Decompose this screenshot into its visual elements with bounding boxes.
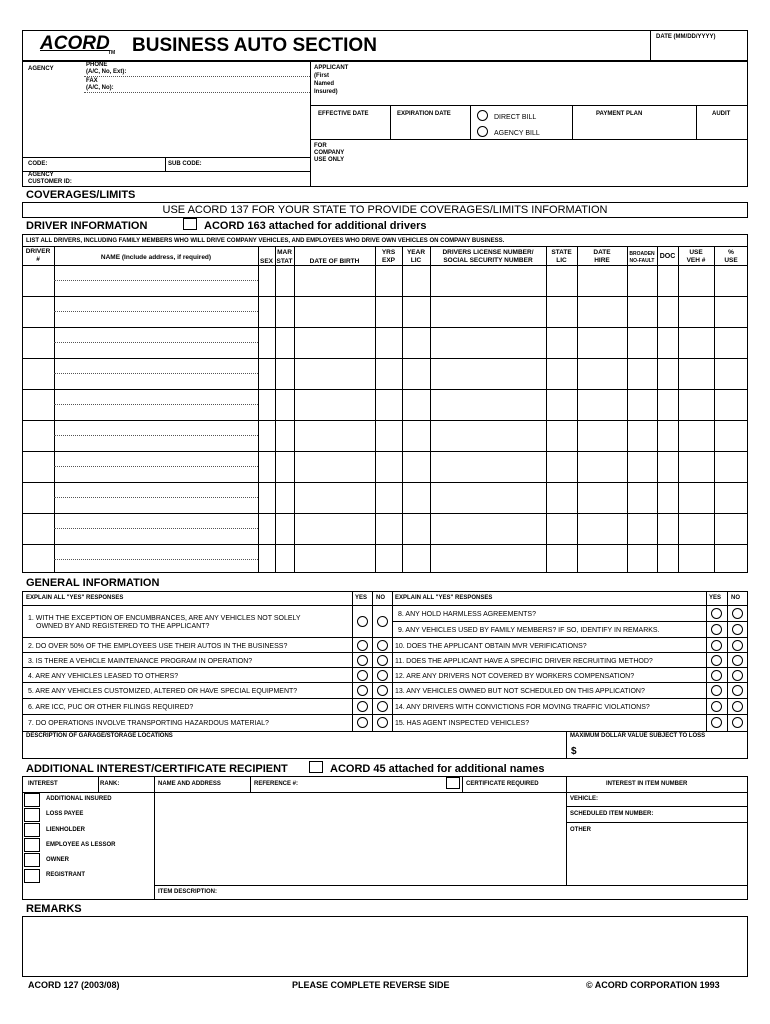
question-3: 3. IS THERE A VEHICLE MAINTENANCE PROGRAM IN OPERATION? xyxy=(28,658,253,665)
scheduled-item-label: SCHEDULED ITEM NUMBER: xyxy=(570,811,654,817)
q9-no-radio[interactable] xyxy=(732,624,743,635)
company-use-label-3: USE ONLY xyxy=(314,157,345,163)
vehicle-field[interactable] xyxy=(610,794,746,805)
col-dob: DATE OF BIRTH xyxy=(309,258,360,265)
garage-label: DESCRIPTION OF GARAGE/STORAGE LOCATIONS xyxy=(26,733,173,739)
col-dl-2: SOCIAL SECURITY NUMBER xyxy=(443,257,533,264)
driver-row[interactable] xyxy=(23,452,747,481)
certificate-required-label: CERTIFICATE REQUIRED xyxy=(466,781,539,787)
audit-field[interactable] xyxy=(698,120,746,137)
name-address-field[interactable] xyxy=(156,794,564,883)
q8-no-radio[interactable] xyxy=(732,608,743,619)
question-2: 2. DO OVER 50% OF THE EMPLOYEES USE THEIR AUTOS IN THE BUSINESS? xyxy=(28,643,288,650)
question-12: 12. ARE ANY DRIVERS NOT COVERED BY WORKERS COMPENSATION? xyxy=(395,673,635,680)
driver-row[interactable] xyxy=(23,483,747,512)
driver-row[interactable] xyxy=(23,390,747,419)
question-11: 11. DOES THE APPLICANT HAVE A SPECIFIC DRIVER RECRUITING METHOD? xyxy=(395,658,653,665)
payment-plan-label: PAYMENT PLAN xyxy=(596,111,643,117)
effective-date-field[interactable] xyxy=(312,120,388,137)
q7-no-radio[interactable] xyxy=(377,717,388,728)
applicant-label-4: Insured) xyxy=(314,89,338,95)
expiration-date-label: EXPIRATION DATE xyxy=(397,111,451,117)
col-sex: SEX xyxy=(259,258,273,265)
form-title: BUSINESS AUTO SECTION xyxy=(132,35,377,56)
q4-no-radio[interactable] xyxy=(377,670,388,681)
complete-reverse-note: PLEASE COMPLETE REVERSE SIDE xyxy=(292,980,450,990)
q2-no-radio[interactable] xyxy=(377,640,388,651)
remarks-title: REMARKS xyxy=(26,903,82,915)
garage-field[interactable] xyxy=(24,742,564,758)
q10-no-radio[interactable] xyxy=(732,640,743,651)
col-dl-1: DRIVERS LICENSE NUMBER/ xyxy=(442,249,534,256)
q1-yes-radio[interactable] xyxy=(357,616,368,627)
q5-no-radio[interactable] xyxy=(377,685,388,696)
interest-label: INTEREST xyxy=(28,781,58,787)
company-use-label-2: COMPANY xyxy=(314,150,345,156)
owner-label: OWNER xyxy=(46,857,69,863)
name-address-label: NAME AND ADDRESS xyxy=(158,781,221,787)
q15-yes-radio[interactable] xyxy=(711,717,722,728)
reference-field[interactable] xyxy=(300,778,440,790)
phone-label: PHONE xyxy=(86,62,108,68)
acord-logo: ACORD xyxy=(40,33,110,54)
col-name: NAME (Include address, if required) xyxy=(100,254,212,261)
col-broaden-2: NO-FAULT xyxy=(629,258,655,264)
lienholder-checkbox[interactable] xyxy=(24,823,40,837)
q7-yes-radio[interactable] xyxy=(357,717,368,728)
driver-info-title: DRIVER INFORMATION xyxy=(26,220,148,232)
subcode-field[interactable] xyxy=(212,158,308,170)
col-year-2: LIC xyxy=(410,257,422,264)
question-1a: 1. WITH THE EXCEPTION OF ENCUMBRANCES, ARE ANY VEHICLES NOT SOLELY xyxy=(28,615,301,622)
agency-bill-label: AGENCY BILL xyxy=(494,130,540,137)
q1-no-radio[interactable] xyxy=(377,616,388,627)
reference-label: REFERENCE #: xyxy=(254,781,299,787)
q3-no-radio[interactable] xyxy=(377,655,388,666)
applicant-label-3: Named xyxy=(314,81,335,87)
driver-instruction: LIST ALL DRIVERS, INCLUDING FAMILY MEMBERS WHO WILL DRIVE COMPANY VEHICLES, AND EMPLOYEES WHO DRIVE OWN VEHICLES ON COMPANY BUSINESS. xyxy=(26,238,505,244)
employee-as-lessor-checkbox[interactable] xyxy=(24,838,40,852)
customer-id-field[interactable] xyxy=(90,173,308,185)
code-field[interactable] xyxy=(52,158,162,170)
general-info-title: GENERAL INFORMATION xyxy=(26,577,160,589)
dollar-sign: $ xyxy=(571,746,577,757)
agency-label: AGENCY xyxy=(28,66,54,72)
agency-bill-radio[interactable] xyxy=(477,126,488,137)
interest-item-label: INTEREST IN ITEM NUMBER xyxy=(606,781,688,787)
driver-row[interactable] xyxy=(23,328,747,357)
q2-yes-radio[interactable] xyxy=(357,640,368,651)
col-mar-2: STAT xyxy=(276,258,293,265)
max-value-field[interactable] xyxy=(580,743,746,757)
q11-no-radio[interactable] xyxy=(732,655,743,666)
col-broaden-1: BROADEN xyxy=(629,251,655,257)
expiration-date-field[interactable] xyxy=(392,120,468,137)
q12-no-radio[interactable] xyxy=(732,670,743,681)
question-4: 4. ARE ANY VEHICLES LEASED TO OTHERS? xyxy=(28,673,179,680)
applicant-field[interactable] xyxy=(350,63,746,103)
employee-as-lessor-label: EMPLOYEE AS LESSOR xyxy=(46,842,116,848)
acord-163-label: ACORD 163 attached for additional drivers xyxy=(204,220,427,232)
item-description-label: ITEM DESCRIPTION: xyxy=(158,889,218,895)
q14-no-radio[interactable] xyxy=(732,701,743,712)
phone-sub-label: (A/C, No, Ext): xyxy=(86,69,127,75)
driver-row[interactable] xyxy=(23,359,747,388)
coverages-title: COVERAGES/LIMITS xyxy=(26,189,136,201)
col-driver-1: DRIVER xyxy=(25,248,51,255)
other-field[interactable] xyxy=(568,835,746,883)
date-label: DATE (MM/DD/YYYY) xyxy=(656,34,716,40)
loss-payee-checkbox[interactable] xyxy=(24,808,40,822)
driver-row[interactable] xyxy=(23,421,747,450)
no-right: NO xyxy=(731,595,740,601)
rank-label: RANK: xyxy=(100,781,120,787)
explain-right: EXPLAIN ALL "YES" RESPONSES xyxy=(395,595,493,601)
col-year-1: YEAR xyxy=(406,249,426,256)
driver-row[interactable] xyxy=(23,514,747,543)
q10-yes-radio[interactable] xyxy=(711,640,722,651)
header-box xyxy=(22,30,748,61)
q14-yes-radio[interactable] xyxy=(711,701,722,712)
col-doc: DOC xyxy=(659,253,676,260)
col-hire-1: DATE xyxy=(593,249,611,256)
col-state-1: STATE xyxy=(551,249,572,256)
customer-id-label-2: CUSTOMER ID: xyxy=(28,179,72,185)
q5-yes-radio[interactable] xyxy=(357,685,368,696)
fax-sub-label: (A/C, No): xyxy=(86,85,114,91)
form-id: ACORD 127 (2003/08) xyxy=(28,980,120,990)
q4-yes-radio[interactable] xyxy=(357,670,368,681)
question-13: 13. ANY VEHICLES OWNED BUT NOT SCHEDULED ON THIS APPLICATION? xyxy=(395,688,645,695)
applicant-label-1: APPLICANT xyxy=(314,65,349,71)
rank-field[interactable] xyxy=(124,778,152,790)
q6-no-radio[interactable] xyxy=(377,701,388,712)
q9-yes-radio[interactable] xyxy=(711,624,722,635)
effective-date-label: EFFECTIVE DATE xyxy=(318,111,369,117)
question-5: 5. ARE ANY VEHICLES CUSTOMIZED, ALTERED OR HAVE SPECIAL EQUIPMENT? xyxy=(28,688,298,695)
question-6: 6. ARE ICC, PUC OR OTHER FILINGS REQUIRED? xyxy=(28,704,194,711)
item-description-field[interactable] xyxy=(234,887,746,899)
question-7: 7. DO OPERATIONS INVOLVE TRANSPORTING HAZARDOUS MATERIAL? xyxy=(28,720,269,727)
col-driver-2: # xyxy=(36,256,40,263)
tm-mark: TM xyxy=(108,50,116,56)
question-14: 14. ANY DRIVERS WITH CONVICTIONS FOR MOVING TRAFFIC VIOLATIONS? xyxy=(395,704,650,711)
certificate-required-checkbox[interactable] xyxy=(446,777,460,789)
phone-field[interactable] xyxy=(140,63,308,75)
col-yrs-2: EXP xyxy=(381,257,395,264)
col-pct-2: USE xyxy=(724,257,738,264)
question-9: 9. ANY VEHICLES USED BY FAMILY MEMBERS? IF SO, IDENTIFY IN REMARKS. xyxy=(398,627,660,634)
question-8: 8. ANY HOLD HARMLESS AGREEMENTS? xyxy=(398,611,536,618)
loss-payee-label: LOSS PAYEE xyxy=(46,811,84,817)
applicant-label-2: (First xyxy=(314,73,329,79)
driver-row[interactable] xyxy=(23,266,747,295)
agency-name-field[interactable] xyxy=(24,95,308,155)
q15-no-radio[interactable] xyxy=(732,717,743,728)
company-use-label-1: FOR xyxy=(314,143,327,149)
other-label: OTHER xyxy=(570,827,591,833)
remarks-field[interactable] xyxy=(24,918,746,975)
subcode-label: SUB CODE: xyxy=(168,161,202,167)
registrant-checkbox[interactable] xyxy=(24,869,40,883)
fax-field[interactable] xyxy=(130,79,308,91)
owner-checkbox[interactable] xyxy=(24,853,40,867)
no-left: NO xyxy=(376,595,385,601)
coverages-instruction: USE ACORD 137 FOR YOUR STATE TO PROVIDE COVERAGES/LIMITS INFORMATION xyxy=(162,204,608,216)
acord-45-label: ACORD 45 attached for additional names xyxy=(330,763,545,775)
vehicle-label: VEHICLE: xyxy=(570,796,599,802)
q13-no-radio[interactable] xyxy=(732,685,743,696)
q3-yes-radio[interactable] xyxy=(357,655,368,666)
question-1b: OWNED BY AND REGISTERED TO THE APPLICANT? xyxy=(36,623,210,630)
col-hire-2: HIRE xyxy=(594,257,610,264)
driver-row[interactable] xyxy=(23,545,747,572)
col-state-2: LIC xyxy=(556,257,567,264)
yes-left: YES xyxy=(355,595,368,601)
copyright: © ACORD CORPORATION 1993 xyxy=(586,980,720,990)
q13-yes-radio[interactable] xyxy=(711,685,722,696)
registrant-label: REGISTRANT xyxy=(46,872,85,878)
q11-yes-radio[interactable] xyxy=(711,655,722,666)
col-mar-1: MAR xyxy=(277,249,292,256)
q6-yes-radio[interactable] xyxy=(357,701,368,712)
fax-label: FAX xyxy=(86,78,98,84)
scheduled-item-field[interactable] xyxy=(676,808,746,820)
additional-interest-title: ADDITIONAL INTEREST/CERTIFICATE RECIPIENT xyxy=(26,763,288,775)
col-pct-1: % xyxy=(728,249,734,256)
code-label: CODE: xyxy=(28,161,48,167)
max-value-label: MAXIMUM DOLLAR VALUE SUBJECT TO LOSS xyxy=(570,733,706,739)
payment-plan-field[interactable] xyxy=(574,120,694,137)
col-yrs-1: YRS xyxy=(381,249,396,256)
customer-id-label-1: AGENCY xyxy=(28,172,54,178)
acord-45-checkbox[interactable] xyxy=(309,761,323,773)
question-10: 10. DOES THE APPLICANT OBTAIN MVR VERIFICATIONS? xyxy=(395,643,587,650)
yes-right: YES xyxy=(709,595,722,601)
q8-yes-radio[interactable] xyxy=(711,608,722,619)
q12-yes-radio[interactable] xyxy=(711,670,722,681)
lienholder-label: LIENHOLDER xyxy=(46,827,85,833)
date-field[interactable] xyxy=(652,44,746,60)
col-use-1: USE xyxy=(689,249,703,256)
additional-insured-checkbox[interactable] xyxy=(24,793,40,807)
additional-insured-label: ADDITIONAL INSURED xyxy=(46,796,112,802)
driver-row[interactable] xyxy=(23,297,747,326)
direct-bill-radio[interactable] xyxy=(477,110,488,121)
explain-left: EXPLAIN ALL "YES" RESPONSES xyxy=(26,595,124,601)
col-use-2: VEH # xyxy=(686,257,706,264)
direct-bill-label: DIRECT BILL xyxy=(494,114,537,121)
question-15: 15. HAS AGENT INSPECTED VEHICLES? xyxy=(395,720,530,727)
acord-163-checkbox[interactable] xyxy=(183,218,197,230)
audit-label: AUDIT xyxy=(712,111,731,117)
